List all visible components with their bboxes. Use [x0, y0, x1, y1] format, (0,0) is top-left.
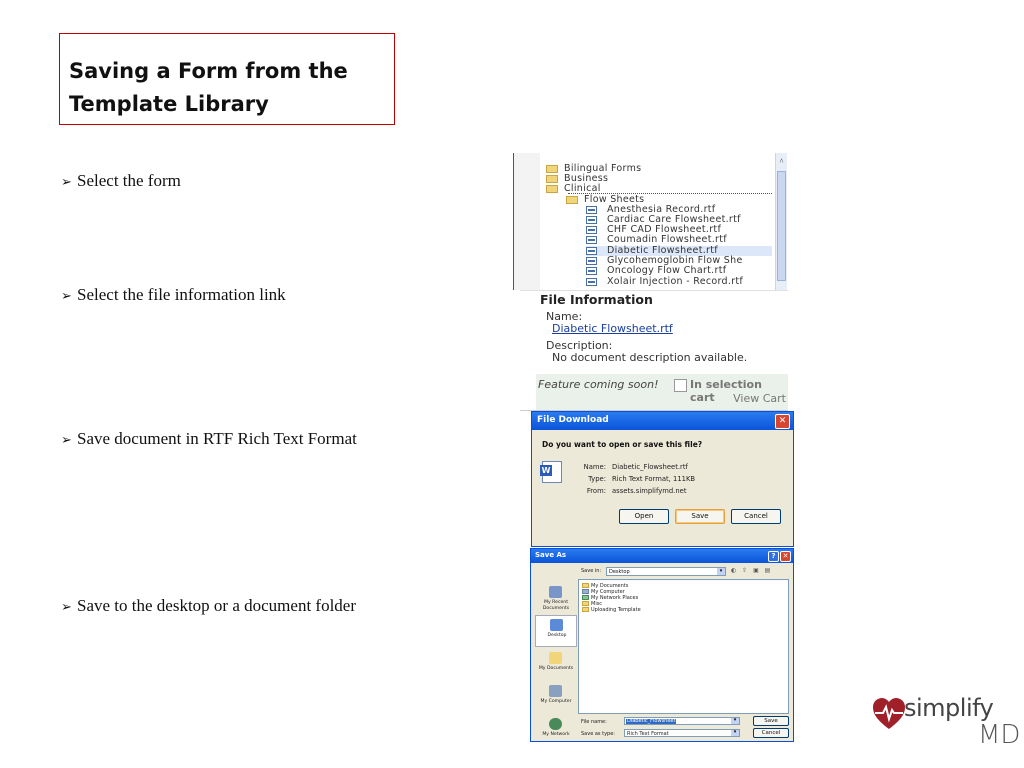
file-name-input[interactable]: [624, 717, 740, 725]
name-label: Name:: [546, 310, 583, 323]
cancel-button[interactable]: Cancel: [753, 728, 789, 738]
slide-title: Saving a Form from the Template Library: [69, 59, 348, 116]
save-as-type-value: Rich Text Format: [627, 731, 669, 737]
folder-open-icon: [566, 196, 578, 204]
tree-item-oncology[interactable]: [586, 266, 726, 276]
save-as-dialog: [530, 548, 794, 742]
tree-item-label: CHF CAD Flowsheet.rtf: [607, 224, 722, 235]
chevron-down-icon[interactable]: ▾: [717, 568, 725, 575]
toolbar-icons[interactable]: ◐ ⇧ ▣ ▤: [731, 567, 773, 574]
logo-suffix: MD: [978, 720, 1021, 750]
panel-gutter: [514, 153, 540, 290]
download-question: Do you want to open or save this file?: [542, 440, 703, 449]
panel-border: [520, 290, 788, 291]
tree-scrollbar[interactable]: [775, 153, 787, 290]
file-name-value: Diabetic_Flowsheet: [627, 718, 676, 724]
folder-icon: [582, 601, 589, 606]
type-key: Type:: [588, 475, 606, 483]
list-item-label: My Network Places: [591, 595, 639, 601]
document-icon: [586, 278, 597, 286]
bullet-text: Select the form: [77, 171, 181, 190]
name-value: Diabetic_Flowsheet.rtf: [612, 463, 688, 471]
places-bar: [535, 580, 577, 740]
bullet-arrow-icon: ➢: [61, 288, 72, 303]
view-cart-link[interactable]: View Cart: [733, 392, 786, 405]
tree-item-label: Oncology Flow Chart.rtf: [607, 265, 727, 276]
bullet-arrow-icon: ➢: [61, 174, 72, 189]
tree-item-label: Bilingual Forms: [564, 163, 642, 174]
bullet-save-rtf: [61, 427, 361, 451]
tree-item-label: Xolair Injection - Record.rtf: [607, 276, 744, 287]
bullet-file-info: [61, 283, 381, 307]
tree-item-label: Diabetic Flowsheet.rtf: [607, 245, 718, 256]
folder-icon: [546, 165, 558, 173]
save-in-value: Desktop: [609, 569, 630, 575]
file-name-label: File name:: [581, 719, 607, 725]
tree-item-label: Coumadin Flowsheet.rtf: [607, 234, 727, 245]
close-icon[interactable]: ✕: [775, 414, 790, 429]
file-download-dialog: [531, 411, 794, 547]
description-label: Description:: [546, 339, 613, 352]
dialog-titlebar[interactable]: [532, 412, 793, 430]
network-icon: [582, 595, 589, 600]
save-button[interactable]: Save: [675, 509, 725, 524]
scroll-up-icon[interactable]: ^: [779, 157, 784, 166]
place-my-recent-documents[interactable]: [535, 583, 577, 615]
place-my-documents[interactable]: [535, 649, 577, 681]
simplifymd-logo: [868, 690, 1021, 760]
bullet-arrow-icon: ➢: [61, 599, 72, 614]
bullet-arrow-icon: ➢: [61, 432, 72, 447]
tree-item-label: Flow Sheets: [584, 194, 645, 205]
save-in-label: Save in:: [581, 568, 602, 574]
place-my-network[interactable]: [535, 715, 577, 742]
close-icon[interactable]: ✕: [780, 551, 791, 562]
folder-icon: [546, 175, 558, 183]
heart-logo-icon: [871, 696, 907, 732]
document-icon: [586, 206, 597, 214]
file-information-heading: File Information: [540, 292, 653, 307]
my-computer-icon: [549, 685, 562, 697]
tree-item-coumadin[interactable]: [586, 235, 727, 245]
my-network-icon: [549, 718, 562, 730]
chevron-down-icon[interactable]: ▾: [731, 730, 739, 736]
bullet-save-desktop: [61, 594, 361, 618]
template-tree-panel: [513, 153, 788, 290]
from-value: assets.simplifymd.net: [612, 487, 687, 495]
type-value: Rich Text Format, 111KB: [612, 475, 696, 483]
save-button[interactable]: Save: [753, 716, 789, 726]
name-key: Name:: [583, 463, 606, 471]
place-label: My Recent Documents: [542, 600, 570, 611]
tree-item-label: Glycohemoglobin Flow She: [607, 255, 743, 266]
tree-item-label: Cardiac Care Flowsheet.rtf: [607, 214, 741, 225]
tree-item-xolair[interactable]: [586, 277, 743, 287]
dialog-titlebar[interactable]: [531, 549, 793, 563]
computer-icon: [582, 589, 589, 594]
recent-documents-icon: [549, 586, 562, 598]
tree-item-label: Clinical: [564, 183, 601, 194]
list-item-label: Uploading Template: [591, 607, 641, 613]
file-information-panel: [520, 290, 788, 411]
folder-open-icon: [546, 185, 558, 193]
bullet-text: Select the file information link: [77, 285, 286, 304]
list-item-label: My Computer: [591, 589, 625, 595]
bullet-text: Save document in RTF Rich Text Format: [77, 429, 357, 448]
from-key: From:: [586, 487, 606, 495]
file-list[interactable]: [578, 579, 789, 714]
selection-cart-checkbox[interactable]: [674, 379, 687, 392]
help-icon[interactable]: ?: [768, 551, 779, 562]
save-as-type-label: Save as type:: [581, 731, 615, 737]
dialog-title: File Download: [537, 415, 609, 425]
document-icon: [586, 226, 597, 234]
save-as-type-dropdown[interactable]: [624, 729, 740, 737]
tree-item-label: Anesthesia Record.rtf: [607, 204, 716, 215]
place-desktop[interactable]: [535, 615, 577, 647]
title-box: [59, 33, 395, 125]
bullet-select-form: [61, 169, 381, 193]
cancel-button[interactable]: Cancel: [731, 509, 781, 524]
place-my-computer[interactable]: [535, 682, 577, 714]
place-label: My Computer: [540, 699, 572, 704]
list-item-label: Misc: [591, 601, 603, 607]
scroll-thumb[interactable]: [777, 171, 786, 281]
chevron-down-icon[interactable]: ▾: [731, 718, 739, 724]
document-icon: [586, 247, 597, 255]
my-documents-icon: [549, 652, 562, 664]
place-label: Desktop: [547, 633, 567, 638]
tree-item-label: Business: [564, 173, 609, 184]
document-icon: [586, 236, 597, 244]
folder-icon: [582, 607, 589, 612]
document-icon: [586, 267, 597, 275]
document-icon: [586, 216, 597, 224]
folder-icon: [582, 583, 589, 588]
list-item[interactable]: [582, 607, 641, 613]
description-value: No document description available.: [552, 351, 748, 364]
document-icon: [586, 257, 597, 265]
open-button[interactable]: Open: [619, 509, 669, 524]
bullet-text: Save to the desktop or a document folder: [77, 596, 357, 615]
file-name-link[interactable]: Diabetic Flowsheet.rtf: [552, 322, 673, 335]
place-label: My Network: [542, 732, 570, 737]
logo-wordmark: simplify: [904, 694, 994, 722]
word-document-icon: W: [542, 461, 562, 483]
list-item-label: My Documents: [591, 583, 629, 589]
dialog-title: Save As: [535, 551, 567, 559]
feature-coming-soon: Feature coming soon!: [538, 378, 659, 391]
info-footer: [536, 374, 788, 410]
desktop-icon: [550, 619, 563, 631]
selection-cart-label: In selection cart: [690, 378, 762, 404]
place-label: My Documents: [538, 666, 574, 671]
save-in-dropdown[interactable]: [606, 567, 726, 576]
